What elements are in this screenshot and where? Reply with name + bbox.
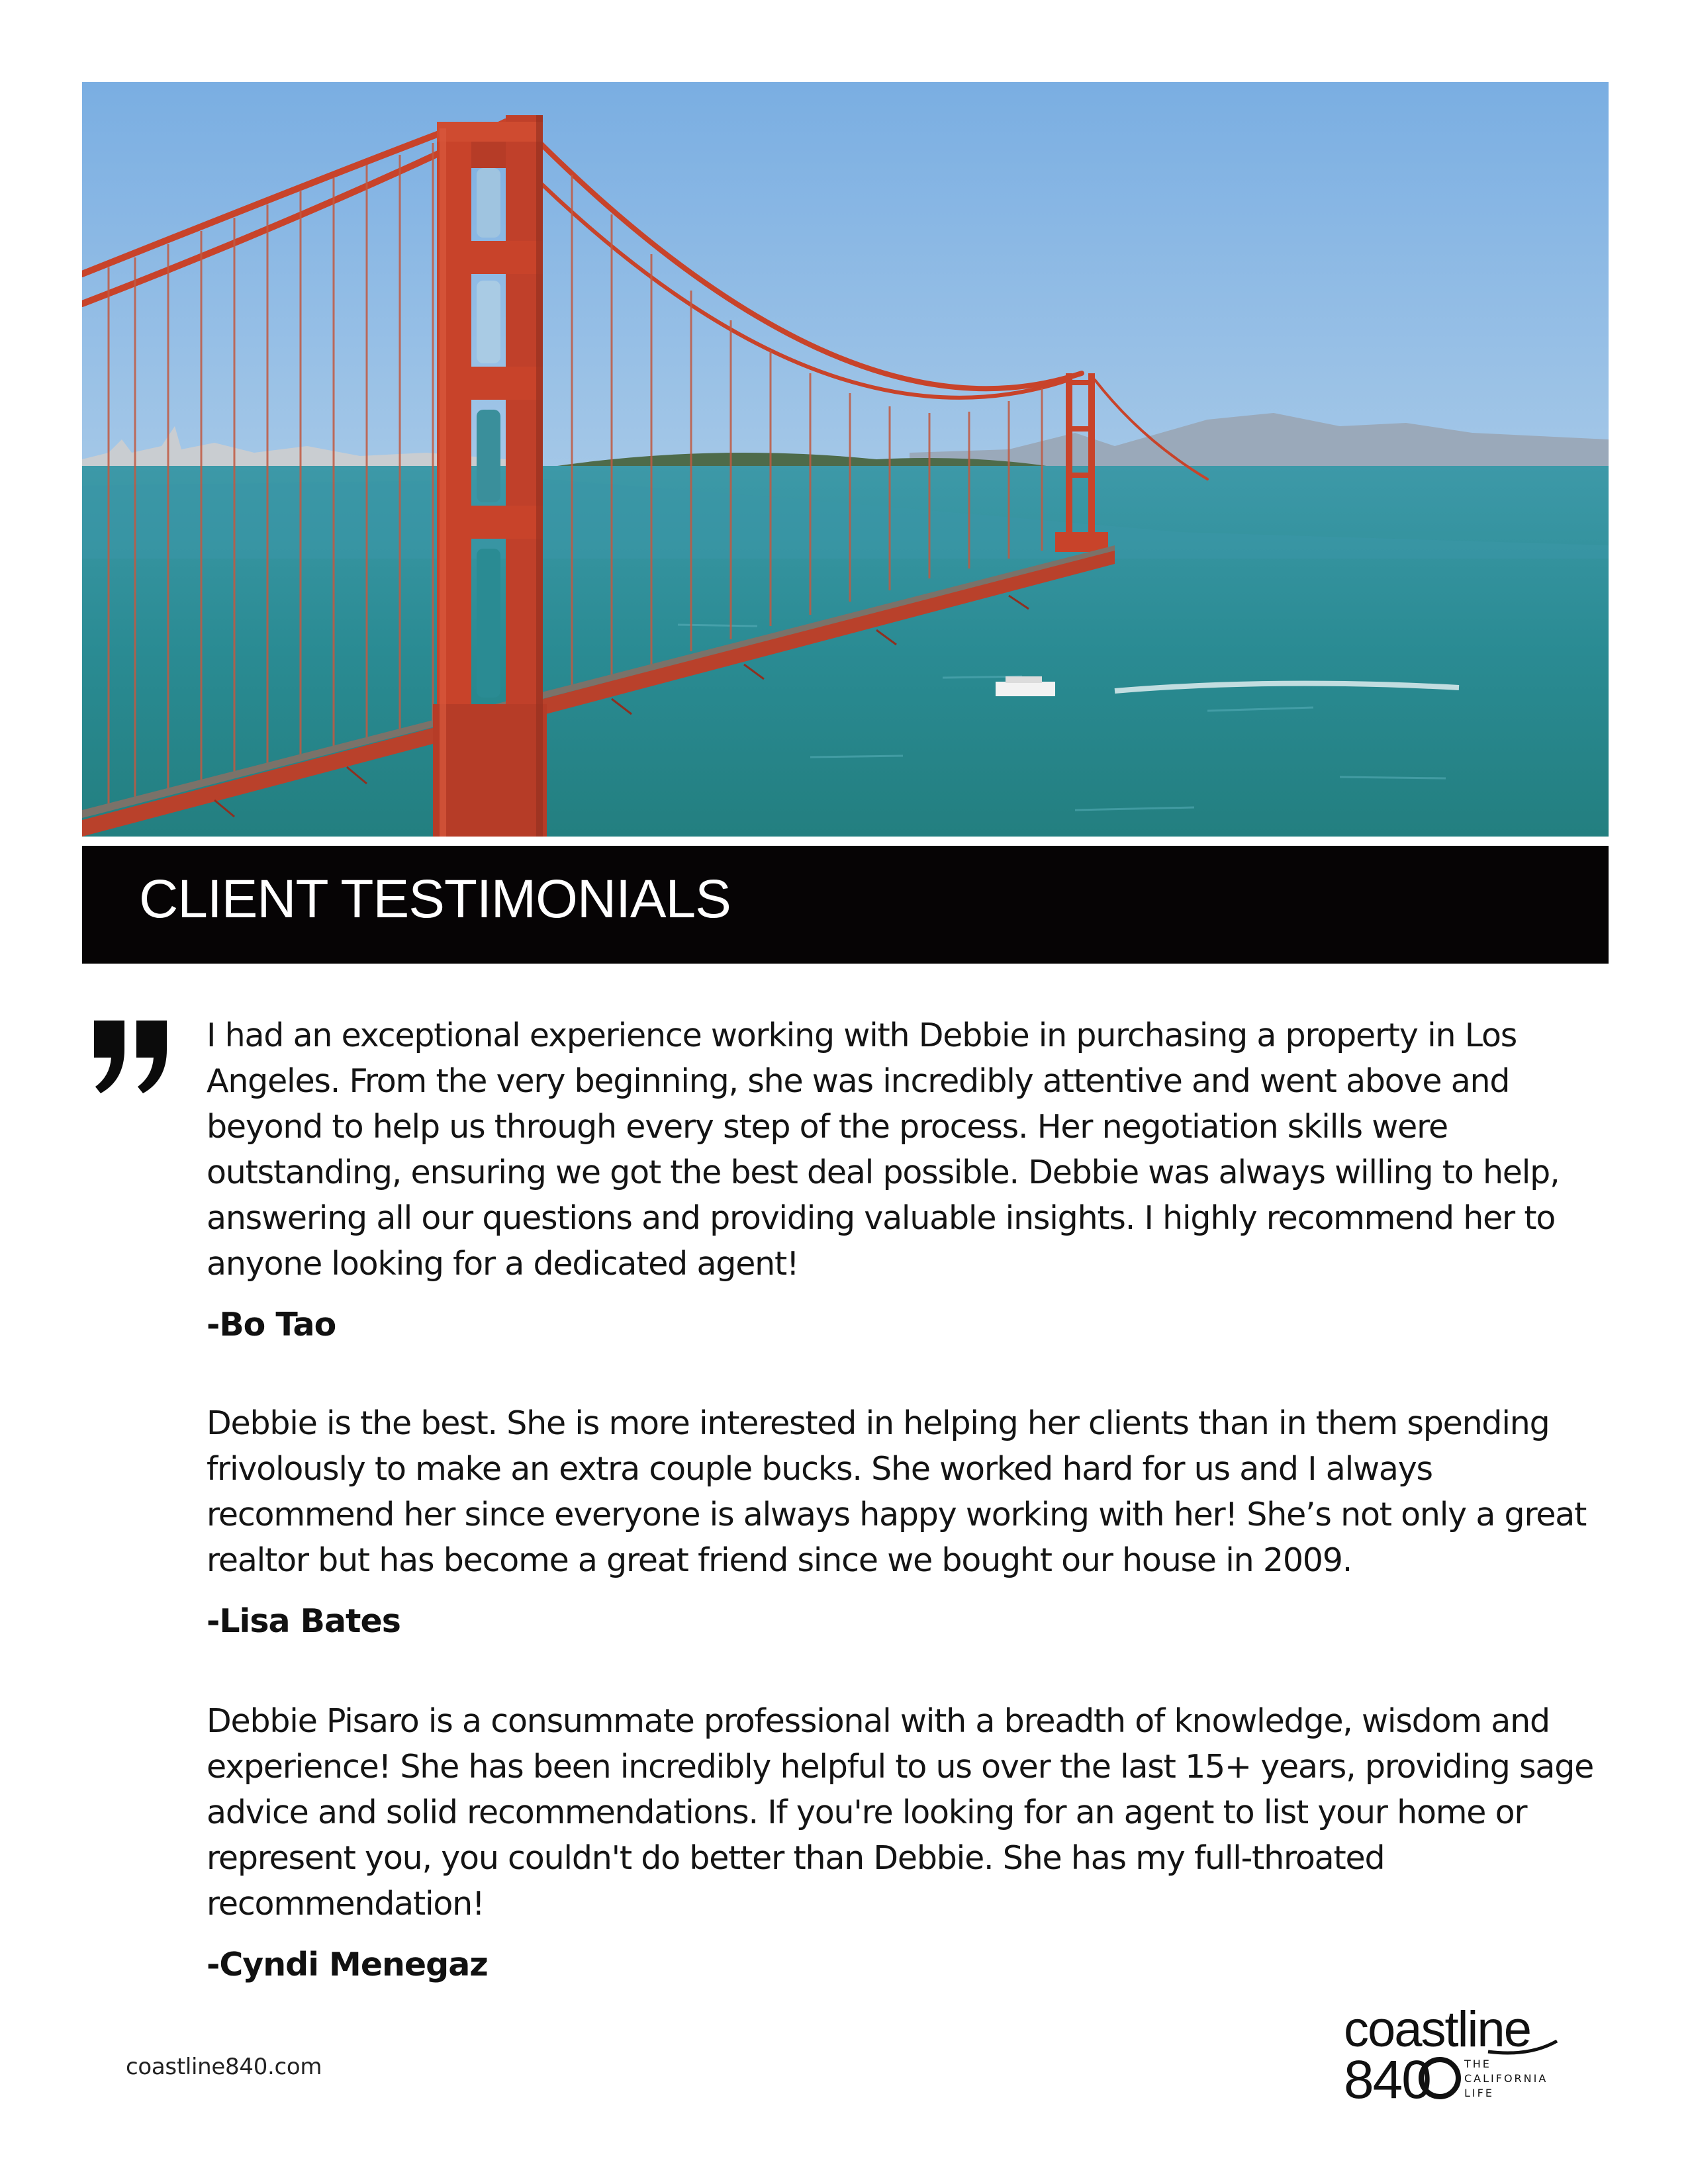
- ferry-boat: [996, 682, 1055, 696]
- section-title: CLIENT TESTIMONIALS: [139, 869, 731, 929]
- quote-icon: [89, 1014, 175, 1093]
- near-tower: [433, 115, 547, 837]
- testimonial-1: [207, 1013, 1623, 1345]
- coastline840-logo: [1344, 1999, 1569, 2105]
- logo-number: 840: [1344, 2050, 1430, 2105]
- testimonial-author: -Bo Tao: [207, 1306, 336, 1343]
- logo-tagline-1: THE: [1464, 2058, 1491, 2070]
- logo-tagline-3: LIFE: [1464, 2087, 1494, 2099]
- logo-tagline-2: CALIFORNIA: [1464, 2072, 1548, 2085]
- testimonial-author: -Cyndi Menegaz: [207, 1946, 488, 1983]
- logo-word: coastline: [1344, 2001, 1530, 2058]
- testimonial-author: -Lisa Bates: [207, 1602, 400, 1640]
- testimonial-2: [207, 1400, 1623, 1641]
- testimonial-text: Debbie is the best. She is more interested in helping her clients than in them spending frivolously to make an extra couple bucks. She worked hard for us and I always recommend her since everyone is always happy working with her! She’s not only a great realtor but has become a great friend since we bought our house in 2009.: [207, 1404, 1587, 1579]
- footer-website-link[interactable]: coastline840.com: [126, 2054, 322, 2080]
- hero-bridge-photo: [82, 82, 1609, 837]
- section-banner: [82, 846, 1609, 964]
- testimonial-text: Debbie Pisaro is a consummate professional with a breadth of knowledge, wisdom and experience! She has been incredibly helpful to us over the last 15+ years, providing sage advice and solid recommendations. If you're looking for an agent to list your home or represent you, you couldn't do better than Debbie. She has my full-throated recommendation!: [207, 1702, 1594, 1923]
- testimonial-text: I had an exceptional experience working with Debbie in purchasing a property in Los Angeles. From the very beginning, she was incredibly attentive and went above and beyond to help us through every step of the process. Her negotiation skills were outstanding, ensuring we got the best deal possible. Debbie was always willing to help, answering all our questions and providing valuable insights. I highly recommend her to anyone looking for a dedicated agent!: [207, 1017, 1560, 1283]
- testimonial-3: [207, 1698, 1623, 1985]
